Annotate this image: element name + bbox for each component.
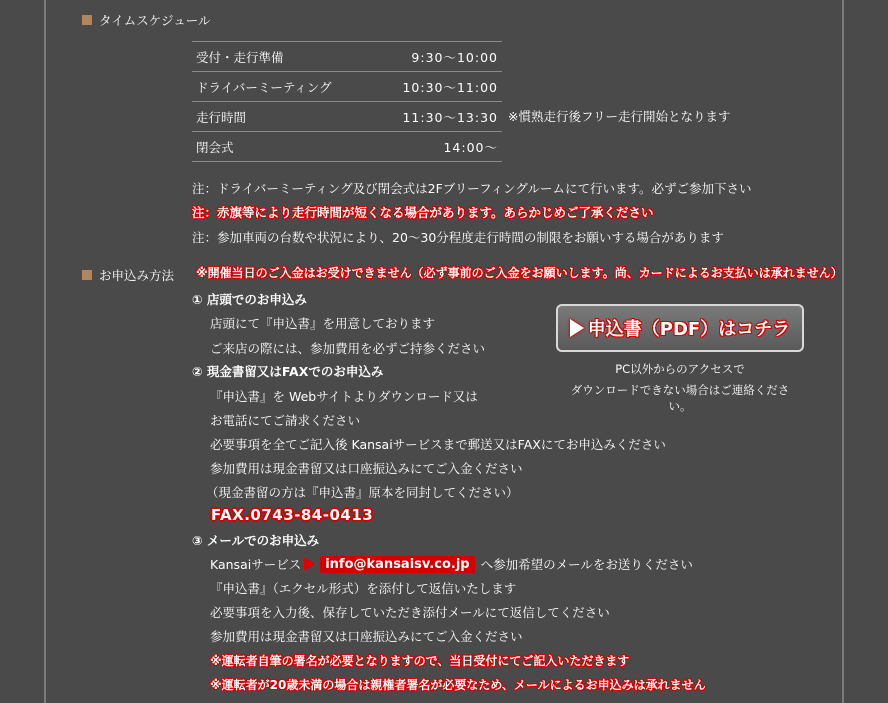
schedule-time: 11:30〜13:30	[372, 102, 502, 132]
schedule-label: ドライバーミーティング	[192, 72, 372, 102]
table-row	[192, 72, 502, 102]
schedule-time: 10:30〜11:00	[372, 72, 502, 102]
email-line: 『申込書』（エクセル形式）を添付して返信いたします	[210, 581, 517, 596]
fax-number: FAX.0743-84-0413	[211, 506, 374, 524]
application-warning: ※開催当日のご入金はお受けできません（必ず事前のご入金をお願いします。尚、カードによるお支払いは承れません）	[196, 266, 843, 280]
mail-fax-line: お電話にてご請求ください	[210, 413, 361, 428]
schedule-side-note: ※慣熟走行後フリー走行開始となります	[508, 109, 731, 124]
schedule-time: 14:00〜	[372, 132, 502, 162]
email-method-title: ③ メールでのお申込み	[192, 533, 320, 548]
play-arrow-icon	[304, 557, 315, 571]
store-method-line: ご来店の際には、参加費用を必ずご持参ください	[210, 341, 486, 356]
email-row	[210, 555, 693, 573]
email-link[interactable]: info@kansaisv.co.jp	[320, 556, 474, 573]
application-heading-label: お申込み方法	[99, 268, 175, 283]
pdf-note-line: ダウンロードできない場合はご連絡ください。	[570, 383, 790, 413]
schedule-label: 走行時間	[192, 102, 372, 132]
email-warning: ※運転者が20歳未満の場合は親権者署名が必要なため、メールによるお申込みは承れません	[210, 678, 706, 692]
schedule-heading	[82, 11, 211, 29]
schedule-note: 注：参加車両の台数や状況により、20〜30分程度走行時間の制限をお願いする場合があります	[192, 230, 724, 245]
schedule-note: 注：ドライバーミーティング及び閉会式は2Fブリーフィングルームにて行います。必ずご参加下さい	[192, 181, 752, 196]
schedule-label: 受付・走行準備	[192, 42, 372, 72]
email-warning: ※運転者自筆の署名が必要となりますので、当日受付にてご記入いただきます	[210, 654, 630, 668]
application-heading	[82, 266, 174, 284]
frame-right-border	[842, 0, 844, 703]
mail-fax-line: 参加費用は現金書留又は口座振込みにてご入金ください	[210, 461, 523, 476]
pdf-download-label: 申込書（PDF）はコチラ	[587, 319, 791, 340]
email-prefix: Kansaiサービス	[210, 557, 302, 572]
pdf-note-line: PC以外からのアクセスで	[615, 362, 745, 376]
table-row	[192, 102, 502, 132]
mail-fax-line: 必要事項を全てご記入後 Kansaiサービスまで郵送又はFAXにてお申込みください	[210, 437, 666, 452]
email-suffix: へ参加希望のメールをお送りください	[480, 557, 693, 572]
store-method-title: ① 店頭でのお申込み	[192, 292, 307, 307]
play-arrow-icon	[570, 319, 584, 337]
frame-left-border	[44, 0, 46, 703]
table-row	[192, 132, 502, 162]
schedule-table	[192, 41, 502, 162]
store-method-line: 店頭にて『申込書』を用意しております	[210, 316, 436, 331]
schedule-warning-note: 注：赤旗等により走行時間が短くなる場合があります。あらかじめご了承ください	[192, 205, 654, 220]
pdf-download-button[interactable]	[556, 304, 804, 352]
square-bullet-icon	[82, 15, 92, 25]
schedule-heading-label: タイムスケジュール	[99, 13, 211, 28]
mail-fax-method-title: ② 現金書留又はFAXでのお申込み	[192, 364, 384, 379]
schedule-label: 閉会式	[192, 132, 372, 162]
mail-fax-line: （現金書留の方は『申込書』原本を同封してください）	[206, 485, 519, 500]
email-line: 参加費用は現金書留又は口座振込みにてご入金ください	[210, 629, 523, 644]
schedule-time: 9:30〜10:00	[372, 42, 502, 72]
email-line: 必要事項を入力後、保存していただき添付メールにて返信してください	[210, 605, 610, 620]
table-row	[192, 42, 502, 72]
mail-fax-line: 『申込書』を Webサイトよりダウンロード又は	[210, 389, 478, 404]
square-bullet-icon	[82, 270, 92, 280]
